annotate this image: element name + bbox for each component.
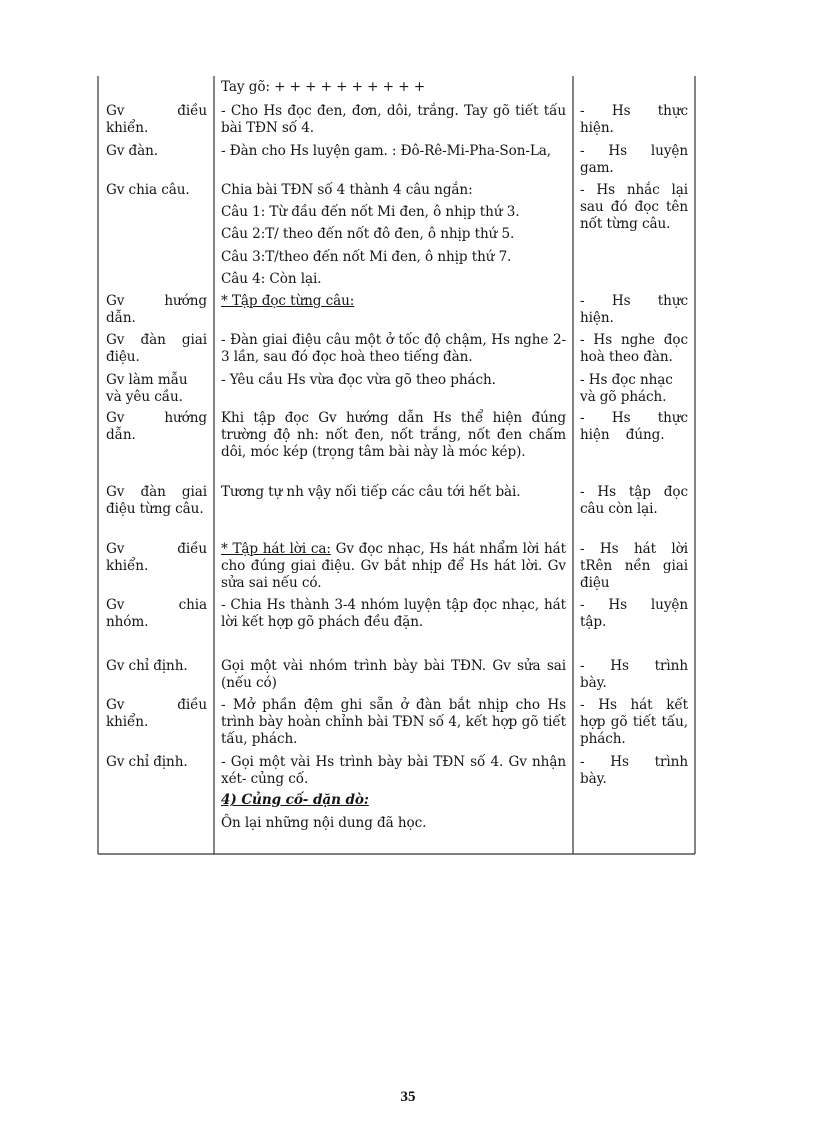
table-cell-content: Chia bài TĐN số 4 thành 4 câu ngắn: <box>221 182 473 198</box>
section-heading-cung-co: 4) Củng cố- dặn dò: <box>221 792 369 808</box>
table-cell-teacher: Gv chia nhóm. <box>106 597 207 630</box>
table-cell-student: - Hs trình bày. <box>580 658 688 691</box>
table-cell-student: - Hs trình bày. <box>580 754 688 787</box>
table-cell-content: - Yêu cầu Hs vừa đọc vừa gõ theo phách. <box>221 372 496 388</box>
table-cell-student: - Hs nghe đọc hoà theo đàn. <box>580 332 688 365</box>
table-cell-student: - Hs hát kết hợp gõ tiết tấu, phách. <box>580 697 688 747</box>
table-cell-content: - Mở phần đệm ghi sẵn ở đàn bắt nhịp cho Hs trình bày hoàn chỉnh bài TĐN số 4, kết hợp gõ tiết tấu, phách. <box>221 697 566 747</box>
table-cell-content: - Đàn giai điệu câu một ở tốc độ chậm, Hs nghe 2-3 lần, sau đó đọc hoà theo tiếng đàn. <box>221 332 566 365</box>
table-cell-content-line: Câu 2:T/ theo đến nốt đô đen, ô nhịp thứ 5. <box>221 226 515 242</box>
table-cell-content: Tương tự nh vậy nối tiếp các câu tới hết bài. <box>221 484 521 500</box>
table-cell-teacher: Gv chỉ định. <box>106 658 188 674</box>
table-cell-content: Gọi một vài nhóm trình bày bài TĐN. Gv sửa sai (nếu có) <box>221 658 566 691</box>
table-cell-student: - Hs nhắc lại sau đó đọc tên nốt từng câu. <box>580 182 688 232</box>
table-cell-teacher: Gv hướng dẫn. <box>106 410 207 443</box>
table-cell-teacher: Gv đàn giai điệu từng câu. <box>106 484 207 517</box>
table-cell-content-line: Câu 4: Còn lại. <box>221 271 322 287</box>
table-cell-content: - Đàn cho Hs luyện gam. : Đô-Rê-Mi-Pha-Son-La, <box>221 143 552 159</box>
table-cell-teacher: Gv điều khiển. <box>106 541 207 574</box>
table-cell-content: Tay gõ: + + + + + + + + + + <box>221 79 425 95</box>
table-cell-teacher: Gv làm mẫu và yêu cầu. <box>106 372 188 405</box>
table-cell-content-line: Câu 3:T/theo đến nốt Mi đen, ô nhịp thứ 7. <box>221 249 512 265</box>
table-cell-student: - Hs tập đọc câu còn lại. <box>580 484 688 517</box>
table-cell-teacher: Gv điều khiển. <box>106 697 207 730</box>
page-number: 35 <box>400 1089 416 1105</box>
table-cell-student: - Hs luyện gam. <box>580 143 688 176</box>
table-cell-content: - Gọi một vài Hs trình bày bài TĐN số 4. Gv nhận xét- củng cố. <box>221 754 566 787</box>
table-cell-student: - Hs luyện tập. <box>580 597 688 630</box>
table-cell-student: - Hs thực hiện. <box>580 293 688 326</box>
table-cell-student: - Hs thực hiện đúng. <box>580 410 688 443</box>
table-cell-teacher: Gv chia câu. <box>106 182 190 198</box>
table-cell-student: - Hs đọc nhạc và gõ phách. <box>580 372 673 405</box>
table-cell-content: Ôn lại những nội dung đã học. <box>221 815 427 831</box>
table-cell-content-line: Câu 1: Từ đầu đến nốt Mi đen, ô nhịp thứ 3. <box>221 204 520 220</box>
table-cell-content: * Tập đọc từng câu: <box>221 293 355 309</box>
table-cell-teacher: Gv hướng dẫn. <box>106 293 207 326</box>
table-cell-content: * Tập hát lời ca: Gv đọc nhạc, Hs hát nhẩm lời hát cho đúng giai điệu. Gv bắt nhịp để Hs hát lời. Gv sửa sai nếu có. <box>221 541 566 591</box>
table-cell-content: - Chia Hs thành 3-4 nhóm luyện tập đọc nhạc, hát lời kết hợp gõ phách đều đặn. <box>221 597 566 630</box>
table-cell-content: - Cho Hs đọc đen, đơn, dôi, trắng. Tay gõ tiết tấu bài TĐN số 4. <box>221 103 566 136</box>
table-cell-student: - Hs hát lời tRên nền giai điệu <box>580 541 688 591</box>
table-cell-teacher: Gv đàn giai điệu. <box>106 332 207 365</box>
table-cell-teacher: Gv chỉ định. <box>106 754 188 770</box>
table-cell-student: - Hs thực hiện. <box>580 103 688 136</box>
table-cell-content: Khi tập đọc Gv hướng dẫn Hs thể hiện đúng trường độ nh: nốt đen, nốt trắng, nốt đen chấm dôi, móc kép (trọng tâm bài này là móc kép). <box>221 410 566 460</box>
table-cell-teacher: Gv điều khiển. <box>106 103 207 136</box>
table-cell-teacher: Gv đàn. <box>106 143 159 159</box>
